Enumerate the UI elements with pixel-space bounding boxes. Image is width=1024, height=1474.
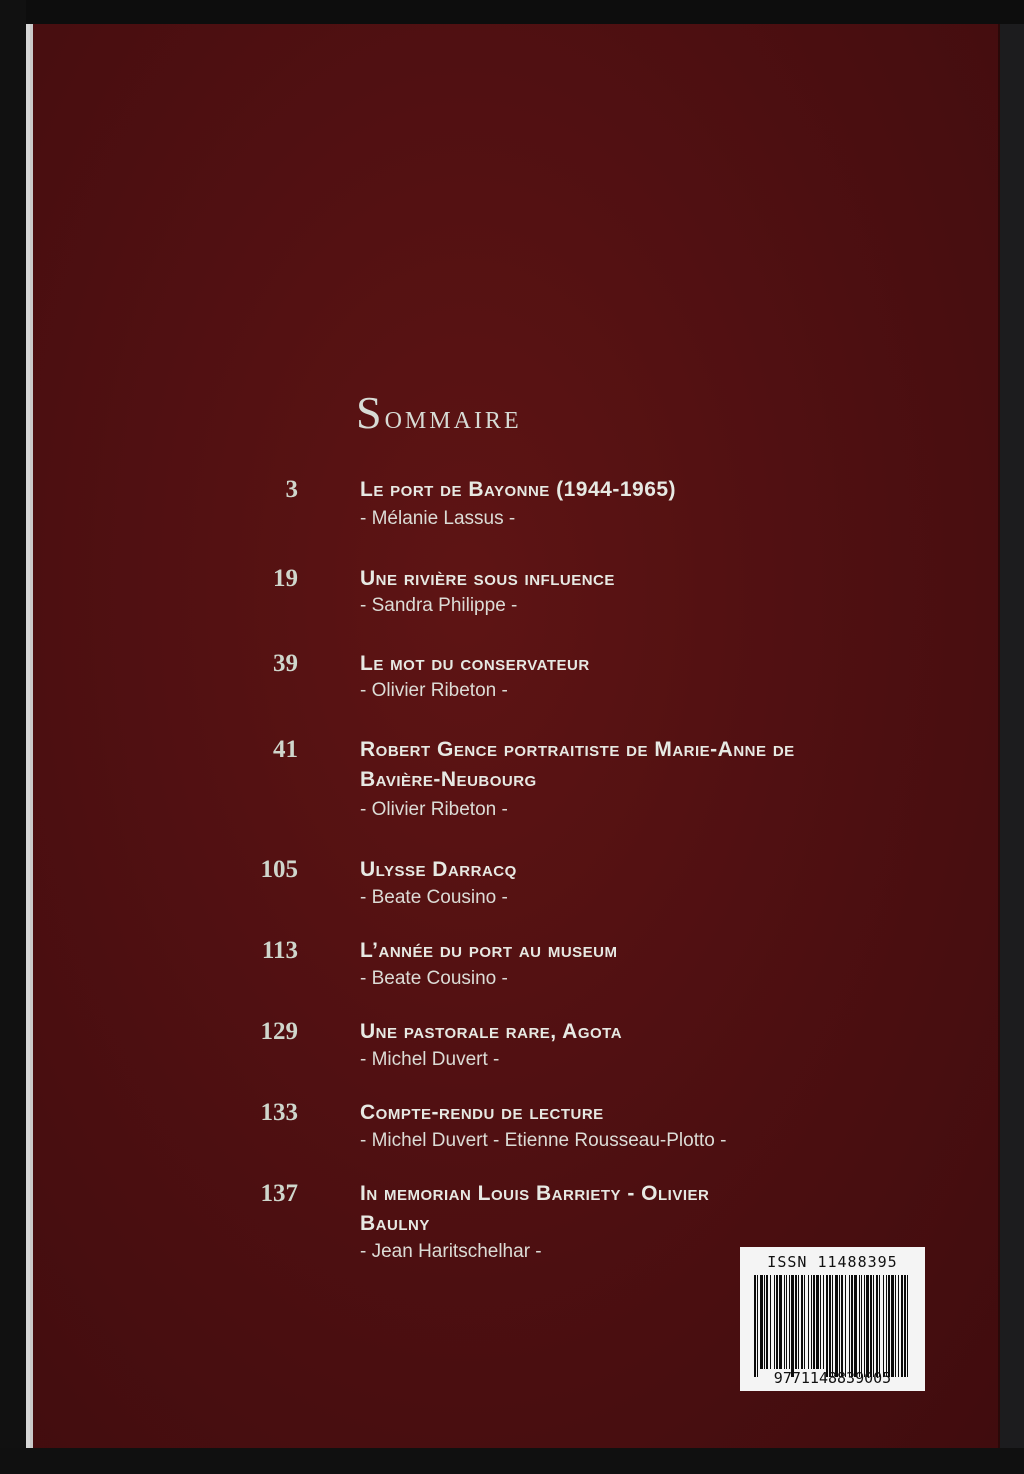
barcode-bar (876, 1275, 878, 1377)
barcode-bar (854, 1275, 857, 1377)
article-title: Une rivière sous influence (360, 567, 615, 590)
barcode (740, 1247, 925, 1391)
barcode-bar (873, 1275, 874, 1377)
article-author: - Olivier Ribeton - (360, 799, 508, 820)
barcode-bar (789, 1275, 790, 1369)
barcode-bar (866, 1275, 869, 1377)
barcode-bar (879, 1275, 880, 1377)
barcode-bar (898, 1275, 899, 1377)
barcode-bar (891, 1275, 894, 1377)
barcode-bars (754, 1275, 912, 1369)
barcode-bar (904, 1275, 906, 1377)
barcode-bar (766, 1275, 768, 1369)
barcode-bar (784, 1275, 785, 1369)
barcode-bar (835, 1275, 838, 1377)
title-rest: ommaire (384, 399, 522, 436)
barcode-bar (820, 1275, 821, 1369)
barcode-bar (776, 1275, 778, 1369)
article-author: - Michel Duvert - (360, 1049, 500, 1070)
barcode-bar (801, 1275, 803, 1369)
barcode-bar (791, 1275, 794, 1377)
article-title: Compte-rendu de lecture (360, 1101, 604, 1124)
barcode-bar (774, 1275, 775, 1369)
page-title (356, 386, 522, 439)
barcode-bar (851, 1275, 853, 1377)
barcode-bar (870, 1275, 872, 1377)
barcode-bar (839, 1275, 840, 1377)
scan-background-bottom (0, 1448, 1024, 1474)
issn-label: ISSN 11488395 (767, 1253, 898, 1271)
barcode-bar (798, 1275, 799, 1369)
page-number: 137 (260, 1180, 298, 1207)
barcode-bar (760, 1275, 763, 1369)
page-number: 3 (285, 476, 298, 503)
barcode-bar (907, 1275, 908, 1377)
barcode-bar (861, 1275, 862, 1377)
barcode-bar (849, 1275, 850, 1377)
barcode-bar (816, 1275, 819, 1369)
article-author: - Jean Haritschelhar - (360, 1241, 542, 1262)
article-title: Le mot du conservateur (360, 652, 590, 675)
barcode-bar (786, 1275, 787, 1369)
barcode-bar (795, 1275, 797, 1369)
article-author: - Beate Cousino - (360, 887, 508, 908)
barcode-bar (764, 1275, 765, 1369)
article-author: - Mélanie Lassus - (360, 508, 516, 529)
barcode-bar (859, 1275, 860, 1377)
article-title: Le port de Bayonne (1944-1965) (360, 478, 677, 501)
page-number: 113 (261, 937, 298, 964)
article-title: Ulysse Darracq (360, 858, 517, 881)
scan-background-left (0, 0, 26, 1474)
page-number: 133 (260, 1099, 298, 1126)
barcode-bar (823, 1275, 824, 1369)
back-cover (30, 24, 1000, 1448)
barcode-bar (811, 1275, 812, 1369)
barcode-bar (770, 1275, 771, 1369)
barcode-bar (901, 1275, 903, 1377)
article-author: - Beate Cousino - (360, 968, 508, 989)
barcode-bar (829, 1275, 831, 1377)
barcode-bar (757, 1275, 758, 1377)
article-title: In memorian Louis Barriety - Olivier Baulny (360, 1182, 710, 1235)
barcode-bar (845, 1275, 846, 1377)
barcode-bar (808, 1275, 809, 1369)
barcode-bar (779, 1275, 782, 1369)
barcode-bar (886, 1275, 887, 1377)
page-number: 19 (273, 565, 298, 592)
scan-background-top (0, 0, 1024, 24)
ean-number: 9771148839005 (773, 1369, 892, 1387)
barcode-bar (864, 1275, 865, 1377)
page-number: 129 (260, 1018, 298, 1045)
barcode-bar (826, 1275, 828, 1377)
article-author: - Sandra Philippe - (360, 595, 518, 616)
barcode-bar (841, 1275, 843, 1377)
article-title: Robert Gence portraitiste de Marie-Anne de Bavière-Neubourg (360, 738, 795, 791)
barcode-bar (895, 1275, 896, 1377)
title-initial: S (356, 387, 385, 438)
barcode-bar (804, 1275, 805, 1369)
page-number: 105 (260, 856, 298, 883)
barcode-bar (888, 1275, 890, 1377)
page-number: 41 (273, 736, 298, 763)
article-title: L’année du port au museum (360, 939, 618, 962)
barcode-bar (754, 1275, 756, 1377)
barcode-bar (832, 1275, 833, 1377)
barcode-bar (883, 1275, 884, 1377)
article-title: Une pastorale rare, Agota (360, 1020, 623, 1043)
article-author: - Michel Duvert - Etienne Rousseau-Plotto - (360, 1130, 727, 1151)
barcode-bar (813, 1275, 815, 1369)
article-author: - Olivier Ribeton - (360, 680, 508, 701)
page-number: 39 (273, 650, 298, 677)
